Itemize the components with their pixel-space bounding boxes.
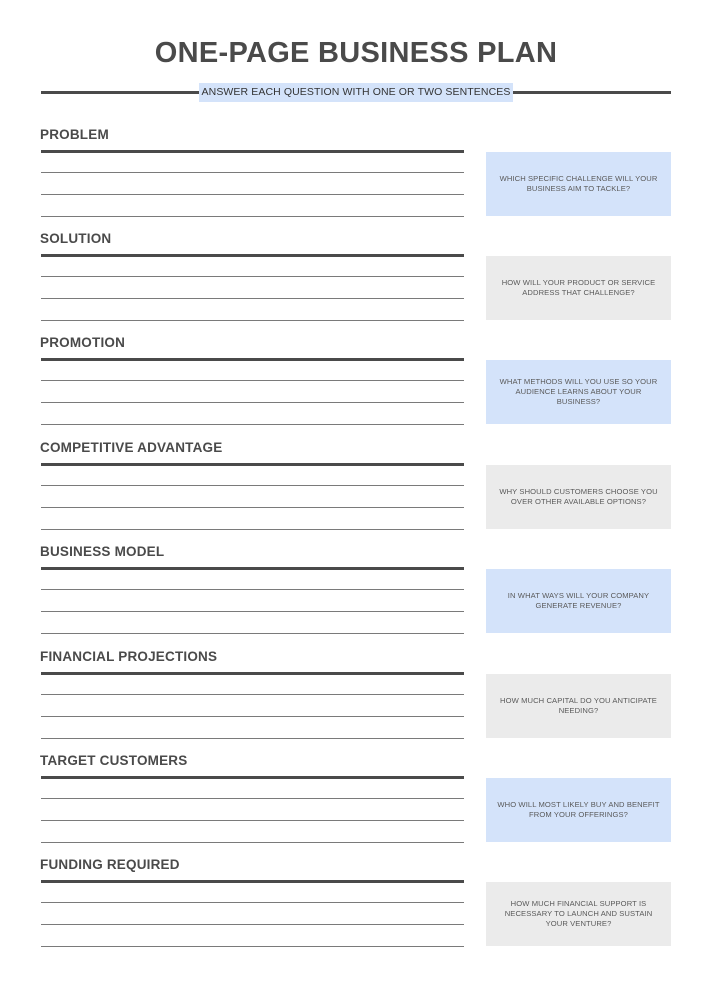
section-divider — [41, 463, 464, 466]
question-prompt-box: WHY SHOULD CUSTOMERS CHOOSE YOU OVER OTHER AVAILABLE OPTIONS? — [486, 465, 671, 529]
answer-line-3[interactable] — [41, 529, 464, 530]
section-title: PROBLEM — [40, 127, 109, 142]
question-prompt-box: WHAT METHODS WILL YOU USE SO YOUR AUDIENCE LEARNS ABOUT YOUR BUSINESS? — [486, 360, 671, 424]
answer-line-2[interactable] — [41, 820, 464, 821]
page-title: ONE-PAGE BUSINESS PLAN — [154, 37, 558, 69]
instruction-banner: ANSWER EACH QUESTION WITH ONE OR TWO SENTENCES — [199, 83, 513, 102]
answer-line-3[interactable] — [41, 424, 464, 425]
answer-line-1[interactable] — [41, 485, 464, 486]
answer-line-3[interactable] — [41, 946, 464, 947]
section-divider — [41, 672, 464, 675]
answer-line-3[interactable] — [41, 633, 464, 634]
section-target-customers — [0, 740, 712, 850]
question-prompt-box: HOW WILL YOUR PRODUCT OR SERVICE ADDRESS THAT CHALLENGE? — [486, 256, 671, 320]
section-divider — [41, 567, 464, 570]
section-title: PROMOTION — [40, 335, 126, 350]
answer-line-1[interactable] — [41, 589, 464, 590]
answer-line-2[interactable] — [41, 924, 464, 925]
answer-line-3[interactable] — [41, 842, 464, 843]
section-business-model — [0, 531, 712, 641]
answer-line-1[interactable] — [41, 380, 464, 381]
question-prompt-box: HOW MUCH CAPITAL DO YOU ANTICIPATE NEEDING? — [486, 674, 671, 738]
answer-line-1[interactable] — [41, 798, 464, 799]
banner-divider-left — [41, 91, 199, 94]
section-divider — [41, 150, 464, 153]
section-competitive-advantage — [0, 427, 712, 537]
section-solution — [0, 218, 712, 328]
answer-line-3[interactable] — [41, 320, 464, 321]
section-title: FUNDING REQUIRED — [40, 857, 180, 872]
section-title: BUSINESS MODEL — [40, 544, 165, 559]
answer-line-2[interactable] — [41, 402, 464, 403]
answer-line-1[interactable] — [41, 276, 464, 277]
section-title: FINANCIAL PROJECTIONS — [40, 649, 218, 664]
question-prompt-box: IN WHAT WAYS WILL YOUR COMPANY GENERATE REVENUE? — [486, 569, 671, 633]
section-financial-projections — [0, 636, 712, 746]
answer-line-1[interactable] — [41, 694, 464, 695]
section-divider — [41, 776, 464, 779]
answer-line-3[interactable] — [41, 216, 464, 217]
answer-line-1[interactable] — [41, 902, 464, 903]
section-problem — [0, 114, 712, 224]
section-promotion — [0, 322, 712, 432]
question-prompt-box: WHICH SPECIFIC CHALLENGE WILL YOUR BUSINESS AIM TO TACKLE? — [486, 152, 671, 216]
answer-line-1[interactable] — [41, 172, 464, 173]
section-title: COMPETITIVE ADVANTAGE — [40, 440, 223, 455]
section-divider — [41, 254, 464, 257]
section-funding-required — [0, 844, 712, 954]
answer-line-2[interactable] — [41, 507, 464, 508]
question-prompt-box: WHO WILL MOST LIKELY BUY AND BENEFIT FROM YOUR OFFERINGS? — [486, 778, 671, 842]
answer-line-2[interactable] — [41, 298, 464, 299]
question-prompt-box: HOW MUCH FINANCIAL SUPPORT IS NECESSARY TO LAUNCH AND SUSTAIN YOUR VENTURE? — [486, 882, 671, 946]
section-title: SOLUTION — [40, 231, 112, 246]
answer-line-2[interactable] — [41, 194, 464, 195]
section-divider — [41, 880, 464, 883]
answer-line-2[interactable] — [41, 716, 464, 717]
answer-line-2[interactable] — [41, 611, 464, 612]
answer-line-3[interactable] — [41, 738, 464, 739]
banner-divider-right — [513, 91, 671, 94]
section-title: TARGET CUSTOMERS — [40, 753, 188, 768]
section-divider — [41, 358, 464, 361]
